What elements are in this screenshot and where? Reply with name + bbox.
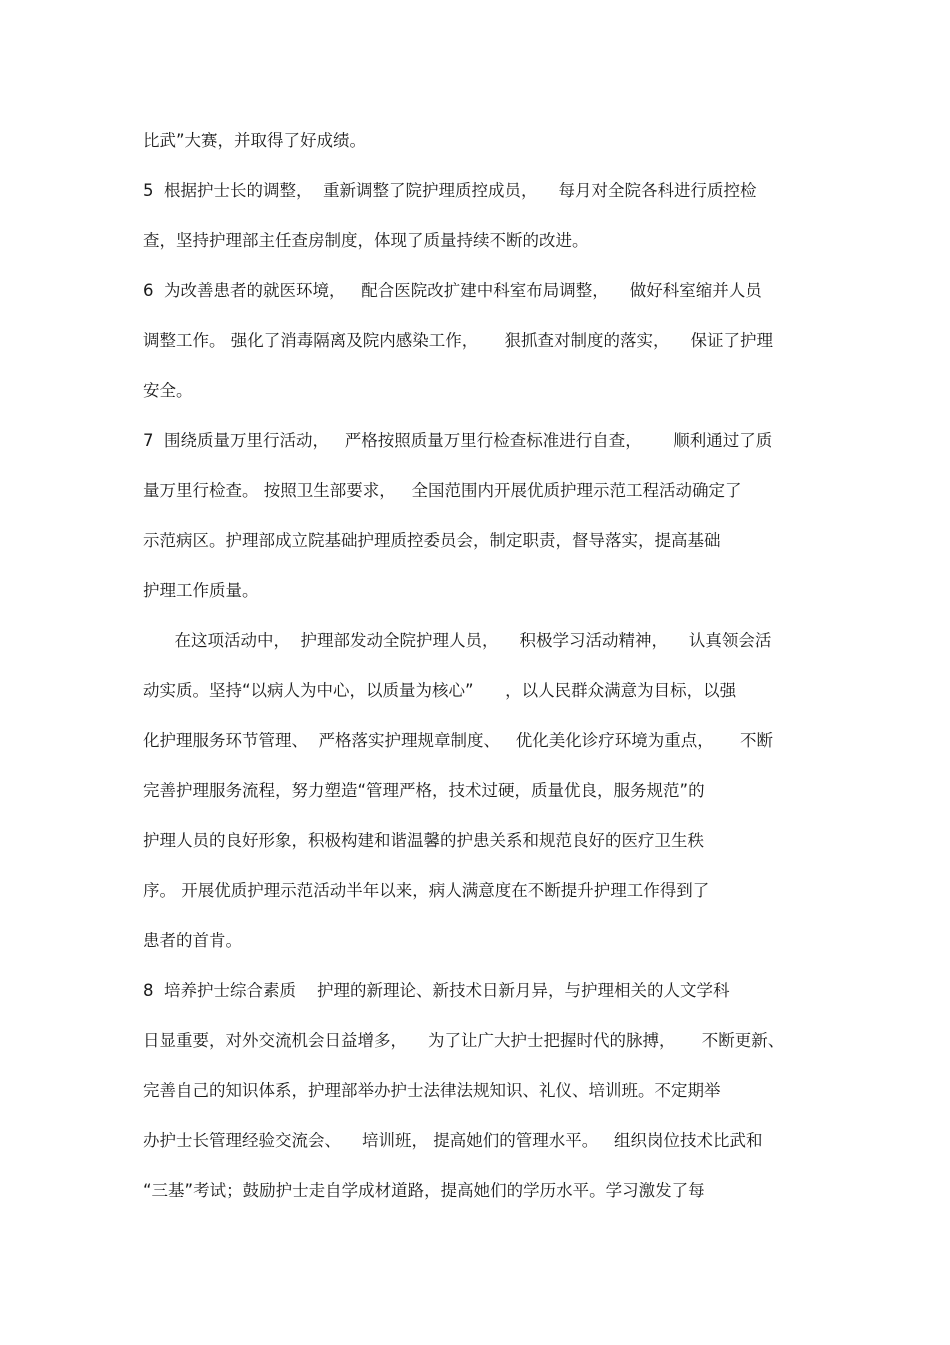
text-line: 查，坚持护理部主任查房制度，体现了质量持续不断的改进。 [143, 231, 589, 250]
text-line: 患者的首肯。 [143, 931, 242, 950]
text-line: 8 培养护士综合素质 护理的新理论、新技术日新月异，与护理相关的人文学科 [143, 981, 730, 1000]
text-line: 量万里行检查。 按照卫生部要求， 全国范围内开展优质护理示范工程活动确定了 [143, 481, 742, 500]
text-line: 办护士长管理经验交流会、 培训班， 提高她们的管理水平。 组织岗位技术比武和 [143, 1131, 763, 1150]
text-line: 护理工作质量。 [143, 581, 259, 600]
text-line: 6 为改善患者的就医环境， 配合医院改扩建中科室布局调整， 做好科室缩并人员 [143, 281, 762, 300]
text-line: 完善自己的知识体系，护理部举办护士法律法规知识、礼仪、培训班。不定期举 [143, 1081, 721, 1100]
text-line: “三基”考试；鼓励护士走自学成材道路，提高她们的学历水平。学习激发了每 [143, 1181, 705, 1200]
text-line: 在这项活动中， 护理部发动全院护理人员， 积极学习活动精神， 认真领会活 [143, 631, 772, 650]
text-line: 日显重要，对外交流机会日益增多， 为了让广大护士把握时代的脉搏， 不断更新、 [143, 1031, 785, 1050]
text-line: 安全。 [143, 381, 193, 400]
text-line: 化护理服务环节管理、 严格落实护理规章制度、 优化美化诊疗环境为重点， 不断 [143, 731, 773, 750]
text-line: 调整工作。 强化了消毒隔离及院内感染工作， 狠抓查对制度的落实， 保证了护理 [143, 331, 773, 350]
text-line: 动实质。坚持“以病人为中心，以质量为核心” ，以人民群众满意为目标，以强 [143, 681, 737, 700]
text-line: 护理人员的良好形象，积极构建和谐温馨的护患关系和规范良好的医疗卫生秩 [143, 831, 704, 850]
text-line: 5 根据护士长的调整， 重新调整了院护理质控成员， 每月对全院各科进行质控检 [143, 181, 757, 200]
text-line: 7 围绕质量万里行活动， 严格按照质量万里行检查标准进行自查， 顺利通过了质 [143, 431, 773, 450]
text-line: 完善护理服务流程，努力塑造“管理严格，技术过硬，质量优良，服务规范”的 [143, 781, 705, 800]
text-line: 序。 开展优质护理示范活动半年以来，病人满意度在不断提升护理工作得到了 [143, 881, 710, 900]
text-line: 比武”大赛，并取得了好成绩。 [143, 131, 367, 150]
text-line: 示范病区。护理部成立院基础护理质控委员会，制定职责，督导落实，提高基础 [143, 531, 721, 550]
